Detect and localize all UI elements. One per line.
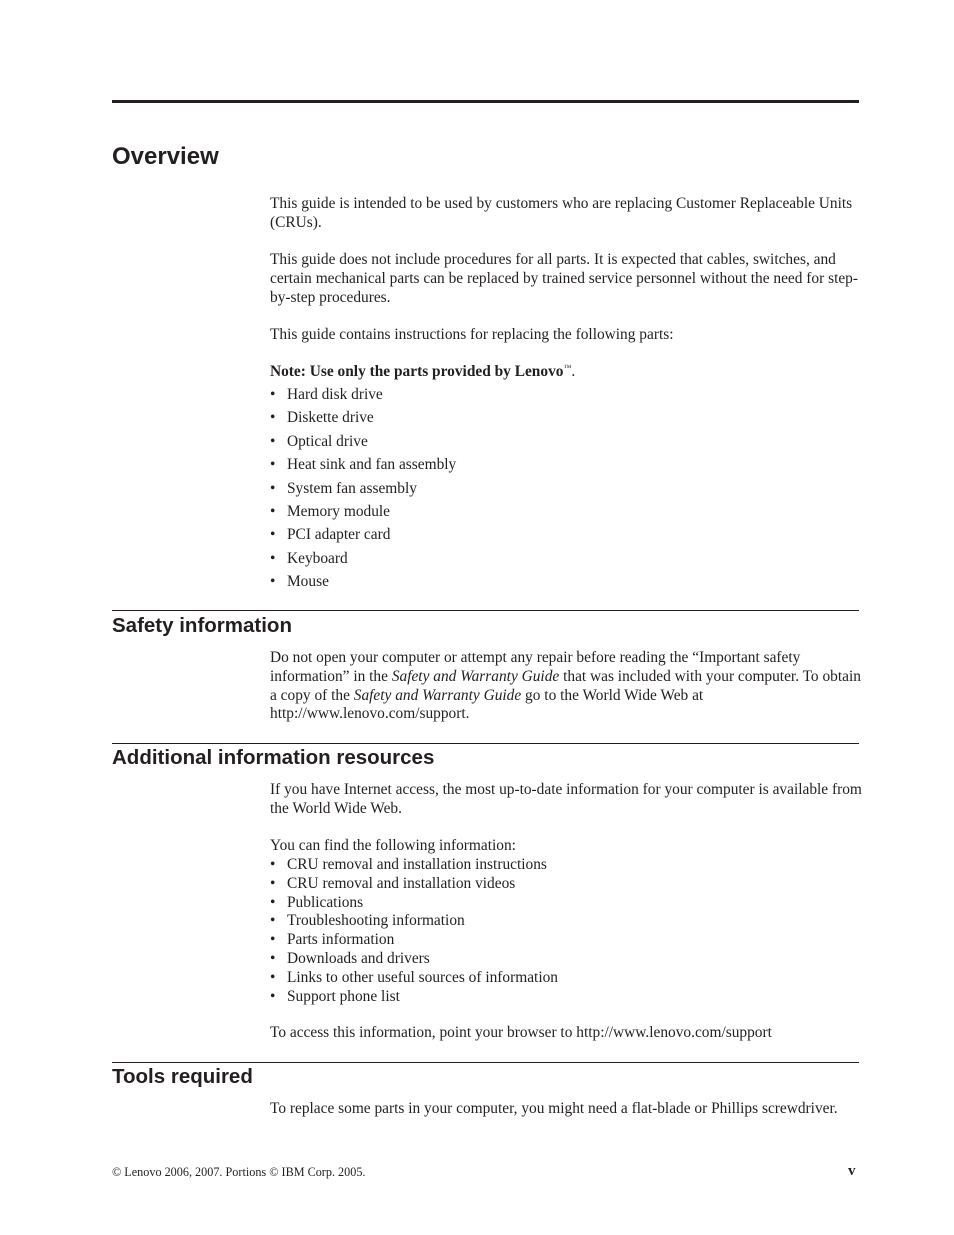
safety-guide-title-1: Safety and Warranty Guide bbox=[391, 667, 560, 685]
additional-heading: Additional information resources bbox=[112, 746, 435, 769]
safety-text-2: that was included with your computer. To obtain a copy of the bbox=[270, 667, 861, 704]
list-item: • Publications bbox=[270, 894, 558, 913]
note-text: Use only the parts provided by Lenovo bbox=[309, 363, 564, 380]
list-item: • Optical drive bbox=[270, 433, 456, 456]
list-item: • Troubleshooting information bbox=[270, 912, 558, 931]
trademark-symbol: ™ bbox=[563, 362, 572, 372]
list-item: • Hard disk drive bbox=[270, 386, 456, 409]
list-item: • Links to other useful sources of information bbox=[270, 969, 558, 988]
safety-text-3: go to the World Wide Web at http://www.lenovo.com/support. bbox=[270, 686, 704, 723]
safety-guide-title-2: Safety and Warranty Guide bbox=[353, 686, 522, 704]
safety-heading: Safety information bbox=[112, 614, 292, 637]
list-item: • Diskette drive bbox=[270, 409, 456, 432]
overview-paragraph-1: This guide is intended to be used by customers who are replacing Customer Replaceable Units (CRUs). bbox=[270, 195, 853, 231]
section-rule bbox=[112, 1062, 859, 1063]
additional-paragraph-2: You can find the following information: bbox=[270, 837, 516, 854]
list-item: • Keyboard bbox=[270, 550, 456, 573]
safety-paragraph bbox=[270, 649, 862, 724]
note-end: . bbox=[571, 363, 576, 380]
top-rule bbox=[112, 100, 859, 103]
tools-paragraph: To replace some parts in your computer, you might need a flat-blade or Phillips screwdriver. bbox=[270, 1100, 838, 1117]
note bbox=[270, 363, 862, 382]
overview-paragraph-3: This guide contains instructions for replacing the following parts: bbox=[270, 326, 674, 343]
additional-paragraph-1: If you have Internet access, the most up-to-date information for your computer is available from the World Wide Web. bbox=[270, 781, 862, 817]
list-item: • Heat sink and fan assembly bbox=[270, 456, 456, 479]
list-item: • Mouse bbox=[270, 573, 456, 596]
note-label: Note: bbox=[270, 363, 306, 380]
resources-list bbox=[270, 856, 558, 1006]
safety-text-1: Do not open your computer or attempt any repair before reading the “Important safety information” in the bbox=[270, 649, 801, 685]
additional-paragraph-3: To access this information, point your browser to http://www.lenovo.com/support bbox=[270, 1024, 772, 1041]
page-number: v bbox=[848, 1163, 856, 1179]
parts-list bbox=[270, 386, 456, 597]
list-item: • Memory module bbox=[270, 503, 456, 526]
section-rule bbox=[112, 743, 859, 744]
list-item: • Parts information bbox=[270, 931, 558, 950]
footer-copyright: © Lenovo 2006, 2007. Portions © IBM Corp. 2005. bbox=[112, 1165, 366, 1179]
overview-paragraph-2: This guide does not include procedures for all parts. It is expected that cables, switches, and certain mechanical parts can be replaced by trained service personnel without the need for step-by-step procedures. bbox=[270, 251, 859, 306]
list-item: • PCI adapter card bbox=[270, 526, 456, 549]
overview-heading: Overview bbox=[112, 143, 219, 170]
section-rule bbox=[112, 610, 859, 611]
list-item: • Support phone list bbox=[270, 988, 558, 1007]
list-item: • Downloads and drivers bbox=[270, 950, 558, 969]
list-item: • CRU removal and installation instructions bbox=[270, 856, 558, 875]
tools-heading: Tools required bbox=[112, 1065, 253, 1088]
list-item: • CRU removal and installation videos bbox=[270, 875, 558, 894]
list-item: • System fan assembly bbox=[270, 480, 456, 503]
